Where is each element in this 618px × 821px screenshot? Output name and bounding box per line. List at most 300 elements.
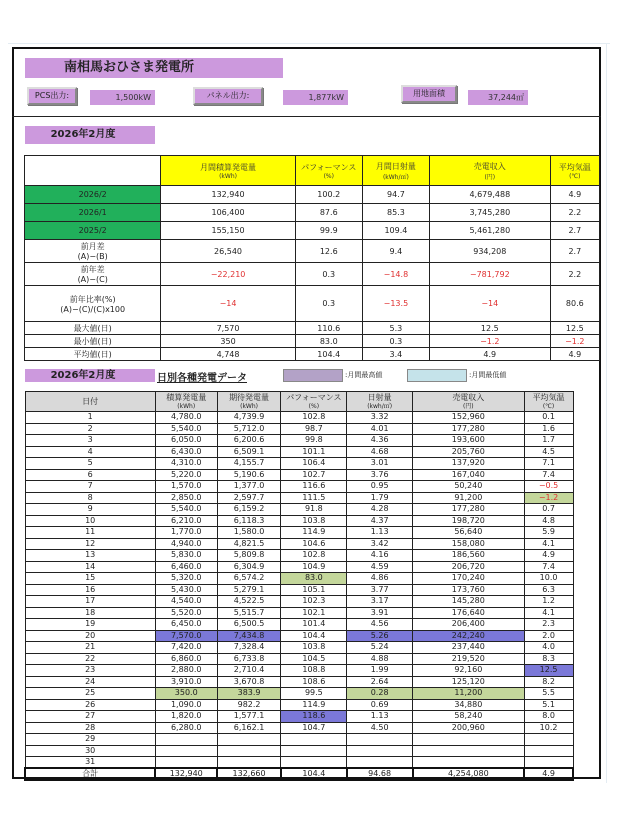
daily-cell: 0.69	[347, 699, 413, 711]
daily-cell: 4.1	[524, 607, 573, 619]
daily-cell: 5,515.7	[217, 607, 281, 619]
daily-col-header	[524, 392, 573, 412]
daily-cell: 0.7	[524, 504, 573, 516]
daily-cell: 2.3	[524, 619, 573, 631]
daily-cell: 6,500.5	[217, 619, 281, 631]
daily-cell: 1,580.0	[217, 527, 281, 539]
daily-col-header	[25, 392, 155, 412]
daily-date: 24	[25, 676, 155, 688]
daily-cell: 5,279.1	[217, 584, 281, 596]
daily-row	[25, 573, 573, 585]
daily-cell: 5,320.0	[155, 573, 217, 585]
daily-date: 26	[25, 699, 155, 711]
col-unit: (℃)	[569, 172, 581, 180]
summary-cell: 350	[161, 335, 295, 348]
daily-cell: 176,640	[413, 607, 525, 619]
daily-cell: 7,328.4	[217, 642, 281, 654]
summary-col-header	[550, 156, 599, 186]
daily-cell: 4.16	[347, 550, 413, 562]
daily-date: 1	[25, 412, 155, 424]
daily-row	[25, 458, 573, 470]
daily-cell: 4.56	[347, 619, 413, 631]
daily-cell	[413, 734, 525, 746]
daily-cell: 4.50	[347, 722, 413, 734]
summary-cell: 132,940	[161, 186, 295, 204]
total-cell: 132,940	[155, 768, 217, 780]
daily-col-header	[347, 392, 413, 412]
summary-cell: 4.9	[550, 348, 599, 361]
daily-cell: 237,440	[413, 642, 525, 654]
col-name: 平均気温	[558, 162, 591, 172]
diff-label	[25, 286, 161, 322]
daily-cell: 56,640	[413, 527, 525, 539]
daily-date: 17	[25, 596, 155, 608]
daily-cell	[281, 757, 347, 769]
summary-cell: 934,208	[429, 240, 550, 263]
summary-cell: 87.6	[295, 204, 362, 222]
daily-date: 3	[25, 435, 155, 447]
summary-cell: −14.8	[362, 263, 429, 286]
daily-cell: 1,577.1	[217, 711, 281, 723]
daily-cell: 6,162.1	[217, 722, 281, 734]
summary-stat-row	[25, 322, 600, 335]
summary-cell: 100.2	[295, 186, 362, 204]
summary-period-row	[25, 222, 600, 240]
daily-cell: 102.8	[281, 550, 347, 562]
daily-date: 12	[25, 538, 155, 550]
daily-cell: 2.0	[524, 630, 573, 642]
daily-row	[25, 734, 573, 746]
daily-cell: 10.0	[524, 573, 573, 585]
daily-cell: 200,960	[413, 722, 525, 734]
daily-cell: 99.5	[281, 688, 347, 700]
daily-col-header	[155, 392, 217, 412]
daily-cell: 58,240	[413, 711, 525, 723]
daily-cell: 5.5	[524, 688, 573, 700]
daily-date: 10	[25, 515, 155, 527]
summary-col-header	[429, 156, 550, 186]
daily-cell: −0.5	[524, 481, 573, 493]
daily-cell: 3,670.8	[217, 676, 281, 688]
col-name: 売電収入	[473, 161, 506, 171]
daily-cell: 104.6	[281, 538, 347, 550]
daily-cell: 6,733.8	[217, 653, 281, 665]
daily-cell: 206,400	[413, 619, 525, 631]
daily-cell: 6,200.6	[217, 435, 281, 447]
daily-cell: 4,739.9	[217, 412, 281, 424]
daily-cell: 4.01	[347, 423, 413, 435]
daily-row	[25, 515, 573, 527]
summary-cell: 3.4	[362, 348, 429, 361]
diff-label-sub: (A)−(C)	[77, 275, 108, 284]
daily-date: 21	[25, 642, 155, 654]
col-name: 月間日射量	[375, 161, 416, 171]
summary-col-header	[295, 156, 362, 186]
summary-header-blank	[25, 156, 161, 186]
summary-cell: 12.6	[295, 240, 362, 263]
daily-cell: 104.7	[281, 722, 347, 734]
daily-cell: 7,570.0	[155, 630, 217, 642]
total-cell: 104.4	[281, 768, 347, 780]
pcs-output-button[interactable]: PCS出力:	[27, 87, 77, 105]
daily-date: 2	[25, 423, 155, 435]
summary-cell: 2.2	[550, 204, 599, 222]
daily-row	[25, 481, 573, 493]
diff-label-name: 前年差	[80, 265, 105, 274]
summary-cell: 9.4	[362, 240, 429, 263]
daily-cell: 6,574.2	[217, 573, 281, 585]
daily-cell: 173,760	[413, 584, 525, 596]
daily-date: 15	[25, 573, 155, 585]
daily-cell: 116.6	[281, 481, 347, 493]
summary-period-row	[25, 204, 600, 222]
daily-cell: 242,240	[413, 630, 525, 642]
col-unit: (円)	[484, 173, 496, 181]
daily-cell: 1.13	[347, 711, 413, 723]
daily-cell: 4.37	[347, 515, 413, 527]
daily-cell: 4,940.0	[155, 538, 217, 550]
daily-cell: 102.7	[281, 469, 347, 481]
daily-cell	[524, 757, 573, 769]
panel-output-value: 1,877kW	[283, 90, 348, 105]
daily-cell: 102.8	[281, 412, 347, 424]
daily-row	[25, 665, 573, 677]
daily-row	[25, 757, 573, 769]
total-cell: 132,660	[217, 768, 281, 780]
daily-cell: 4.0	[524, 642, 573, 654]
summary-cell: −14	[161, 286, 295, 322]
daily-cell: 4.1	[524, 538, 573, 550]
summary-cell: 99.9	[295, 222, 362, 240]
daily-cell: 102.3	[281, 596, 347, 608]
daily-cell: 5,830.0	[155, 550, 217, 562]
daily-cell: 7.4	[524, 469, 573, 481]
daily-cell: 6,280.0	[155, 722, 217, 734]
summary-cell: −781,792	[429, 263, 550, 286]
daily-row	[25, 619, 573, 631]
daily-cell: 170,240	[413, 573, 525, 585]
daily-cell: 125,120	[413, 676, 525, 688]
col-name: 月間積算発電量	[200, 162, 257, 172]
daily-cell: 1.99	[347, 665, 413, 677]
legend-max-swatch	[283, 369, 343, 382]
daily-cell: 4,821.5	[217, 538, 281, 550]
daily-cell: 6,509.1	[217, 446, 281, 458]
daily-cell: 91,200	[413, 492, 525, 504]
land-area-button[interactable]: 用地面積	[401, 85, 457, 103]
daily-cell: 6,304.9	[217, 561, 281, 573]
daily-date: 27	[25, 711, 155, 723]
daily-cell: 6,118.3	[217, 515, 281, 527]
monthly-summary-table	[24, 155, 600, 361]
daily-row	[25, 446, 573, 458]
daily-cell: 2,880.0	[155, 665, 217, 677]
summary-month-label: 2026年2月度	[25, 126, 155, 144]
daily-cell: 114.9	[281, 527, 347, 539]
daily-date: 20	[25, 630, 155, 642]
daily-cell: 104.9	[281, 561, 347, 573]
daily-cell: 177,280	[413, 423, 525, 435]
daily-cell: 193,600	[413, 435, 525, 447]
stat-label: 最大値(日)	[25, 322, 161, 335]
daily-cell: 4.59	[347, 561, 413, 573]
daily-cell	[413, 757, 525, 769]
daily-cell: 6,460.0	[155, 561, 217, 573]
daily-cell: 83.0	[281, 573, 347, 585]
daily-row	[25, 711, 573, 723]
daily-cell: 91.8	[281, 504, 347, 516]
daily-cell: 5,540.0	[155, 504, 217, 516]
daily-cell: 4,155.7	[217, 458, 281, 470]
summary-cell: 7,570	[161, 322, 295, 335]
daily-date: 29	[25, 734, 155, 746]
daily-cell	[155, 745, 217, 757]
daily-cell: 5,809.8	[217, 550, 281, 562]
summary-stat-row	[25, 348, 600, 361]
daily-cell: 6,159.2	[217, 504, 281, 516]
daily-cell	[347, 734, 413, 746]
summary-cell: −13.5	[362, 286, 429, 322]
daily-cell: 104.4	[281, 630, 347, 642]
daily-cell: 1,377.0	[217, 481, 281, 493]
daily-cell: 205,760	[413, 446, 525, 458]
daily-cell: 206,720	[413, 561, 525, 573]
daily-data-table	[24, 391, 574, 781]
col-unit: (円)	[462, 402, 474, 410]
daily-row	[25, 492, 573, 504]
daily-data-title: 日別各種発電データ	[157, 373, 247, 384]
summary-cell: 83.0	[295, 335, 362, 348]
daily-cell: 118.6	[281, 711, 347, 723]
daily-date: 11	[25, 527, 155, 539]
summary-stat-row	[25, 335, 600, 348]
period-label: 2026/1	[25, 204, 161, 222]
daily-cell: 5,712.0	[217, 423, 281, 435]
daily-cell: 12.5	[524, 665, 573, 677]
col-unit: (kwh/㎡)	[367, 402, 393, 410]
daily-cell: 1.79	[347, 492, 413, 504]
col-unit: (%)	[323, 172, 334, 180]
summary-period-row	[25, 186, 600, 204]
daily-cell: 137,920	[413, 458, 525, 470]
daily-date: 7	[25, 481, 155, 493]
summary-cell: 110.6	[295, 322, 362, 335]
diff-label-sub: (A)−(C)/(C)x100	[60, 304, 126, 314]
summary-cell: 0.3	[295, 286, 362, 322]
daily-cell	[217, 734, 281, 746]
daily-cell: 108.8	[281, 665, 347, 677]
daily-cell: −1.2	[524, 492, 573, 504]
daily-row	[25, 699, 573, 711]
summary-cell: 155,150	[161, 222, 295, 240]
daily-cell: 4,310.0	[155, 458, 217, 470]
daily-cell: 98.7	[281, 423, 347, 435]
daily-row	[25, 653, 573, 665]
header-divider	[12, 116, 601, 117]
diff-label	[25, 240, 161, 263]
plant-title: 南相馬おひさま発電所	[25, 58, 283, 78]
total-cell: 4,254,080	[413, 768, 525, 780]
period-label: 2026/2	[25, 186, 161, 204]
daily-cell: 4.88	[347, 653, 413, 665]
daily-cell: 104.5	[281, 653, 347, 665]
summary-cell: 12.5	[550, 322, 599, 335]
daily-cell: 3.32	[347, 412, 413, 424]
daily-cell: 350.0	[155, 688, 217, 700]
summary-cell: 2.7	[550, 222, 599, 240]
daily-cell: 1,090.0	[155, 699, 217, 711]
daily-cell: 101.4	[281, 619, 347, 631]
daily-cell: 3.76	[347, 469, 413, 481]
daily-cell: 3.91	[347, 607, 413, 619]
total-cell: 4.9	[524, 768, 573, 780]
daily-cell: 11,200	[413, 688, 525, 700]
daily-cell: 5,540.0	[155, 423, 217, 435]
daily-cell	[347, 757, 413, 769]
daily-cell: 167,040	[413, 469, 525, 481]
daily-date: 28	[25, 722, 155, 734]
daily-row	[25, 412, 573, 424]
daily-date: 5	[25, 458, 155, 470]
daily-date: 18	[25, 607, 155, 619]
daily-cell: 4.36	[347, 435, 413, 447]
daily-cell: 2,710.4	[217, 665, 281, 677]
daily-cell: 4,522.5	[217, 596, 281, 608]
daily-cell: 102.1	[281, 607, 347, 619]
daily-cell: 5.1	[524, 699, 573, 711]
summary-cell: 12.5	[429, 322, 550, 335]
diff-label	[25, 263, 161, 286]
daily-cell: 5,430.0	[155, 584, 217, 596]
daily-cell: 101.1	[281, 446, 347, 458]
daily-row	[25, 722, 573, 734]
daily-row	[25, 504, 573, 516]
daily-cell: 7.4	[524, 561, 573, 573]
daily-cell: 103.8	[281, 515, 347, 527]
land-area-value: 37,244㎡	[468, 90, 528, 105]
summary-cell: −1.2	[550, 335, 599, 348]
daily-cell: 6,210.0	[155, 515, 217, 527]
period-label: 2025/2	[25, 222, 161, 240]
daily-cell: 103.8	[281, 642, 347, 654]
daily-cell	[347, 745, 413, 757]
daily-cell: 2,850.0	[155, 492, 217, 504]
daily-cell: 5,190.6	[217, 469, 281, 481]
daily-row	[25, 607, 573, 619]
daily-cell: 3.17	[347, 596, 413, 608]
daily-cell: 3.42	[347, 538, 413, 550]
daily-cell	[524, 745, 573, 757]
summary-cell: −1.2	[429, 335, 550, 348]
daily-cell: 4.8	[524, 515, 573, 527]
summary-cell: 5.3	[362, 322, 429, 335]
daily-cell: 152,960	[413, 412, 525, 424]
daily-cell: 92,160	[413, 665, 525, 677]
legend-min-label: :月間最低値	[469, 371, 507, 379]
daily-date: 16	[25, 584, 155, 596]
daily-cell: 108.6	[281, 676, 347, 688]
daily-date: 9	[25, 504, 155, 516]
summary-cell: 3,745,280	[429, 204, 550, 222]
daily-cell: 5,220.0	[155, 469, 217, 481]
pcs-output-value: 1,500kW	[90, 90, 155, 105]
daily-cell: 4.5	[524, 446, 573, 458]
summary-cell: 104.4	[295, 348, 362, 361]
daily-cell: 177,280	[413, 504, 525, 516]
daily-date: 13	[25, 550, 155, 562]
daily-cell	[217, 745, 281, 757]
daily-cell: 5,520.0	[155, 607, 217, 619]
daily-date: 23	[25, 665, 155, 677]
daily-cell: 982.2	[217, 699, 281, 711]
daily-cell: 2,597.7	[217, 492, 281, 504]
summary-cell: −22,210	[161, 263, 295, 286]
daily-date: 30	[25, 745, 155, 757]
summary-cell: 106,400	[161, 204, 295, 222]
daily-cell: 10.2	[524, 722, 573, 734]
col-unit: (kWh)	[219, 172, 237, 180]
col-unit: (kWh)	[240, 402, 259, 410]
daily-row	[25, 745, 573, 757]
daily-row	[25, 469, 573, 481]
summary-cell: 80.6	[550, 286, 599, 322]
daily-cell: 198,720	[413, 515, 525, 527]
col-name: 日付	[82, 397, 99, 406]
daily-cell: 145,280	[413, 596, 525, 608]
col-name: 日射量	[367, 392, 392, 402]
daily-cell: 106.4	[281, 458, 347, 470]
daily-cell: 7,434.8	[217, 630, 281, 642]
daily-cell: 8.2	[524, 676, 573, 688]
daily-cell: 6,050.0	[155, 435, 217, 447]
daily-cell: 0.95	[347, 481, 413, 493]
daily-row	[25, 538, 573, 550]
daily-cell: 4.68	[347, 446, 413, 458]
summary-cell: 2.7	[550, 240, 599, 263]
stat-label: 平均値(日)	[25, 348, 161, 361]
daily-cell: 6,450.0	[155, 619, 217, 631]
daily-cell: 6.3	[524, 584, 573, 596]
daily-col-header	[413, 392, 525, 412]
daily-cell: 6,430.0	[155, 446, 217, 458]
daily-cell: 1,820.0	[155, 711, 217, 723]
daily-row	[25, 642, 573, 654]
daily-cell: 158,080	[413, 538, 525, 550]
summary-cell: 4,679,488	[429, 186, 550, 204]
summary-cell: 85.3	[362, 204, 429, 222]
daily-cell: 4.28	[347, 504, 413, 516]
summary-cell: 4,748	[161, 348, 295, 361]
col-name: パフォーマンス	[286, 392, 342, 402]
panel-output-button[interactable]: パネル出力:	[193, 87, 263, 105]
daily-header-row	[25, 392, 573, 412]
daily-cell: 1,570.0	[155, 481, 217, 493]
daily-row	[25, 584, 573, 596]
daily-cell: 4,780.0	[155, 412, 217, 424]
daily-cell: 5.9	[524, 527, 573, 539]
col-unit: (℃)	[542, 402, 555, 410]
daily-row	[25, 527, 573, 539]
daily-date: 19	[25, 619, 155, 631]
daily-date: 14	[25, 561, 155, 573]
daily-cell	[217, 757, 281, 769]
daily-cell: 99.8	[281, 435, 347, 447]
daily-col-header	[217, 392, 281, 412]
daily-cell: 3.01	[347, 458, 413, 470]
daily-cell: 7.1	[524, 458, 573, 470]
summary-col-header	[362, 156, 429, 186]
daily-cell: 5.26	[347, 630, 413, 642]
